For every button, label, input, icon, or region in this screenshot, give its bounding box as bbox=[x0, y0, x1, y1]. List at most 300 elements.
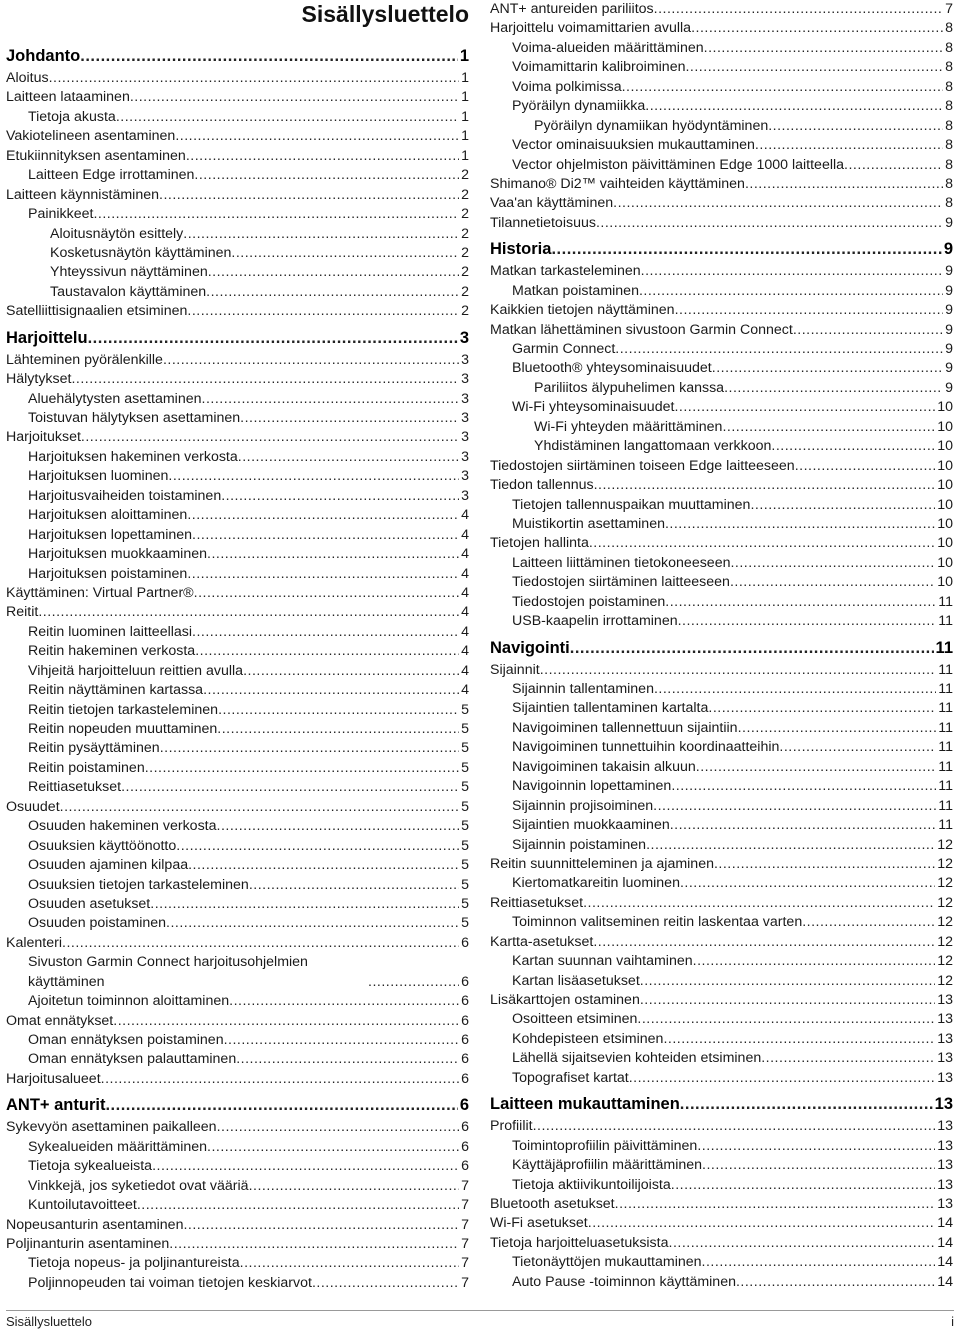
toc-page-number: 2 bbox=[461, 225, 469, 242]
toc-page-number: 2 bbox=[461, 186, 469, 203]
toc-entry[interactable] bbox=[490, 933, 953, 952]
toc-entry[interactable] bbox=[490, 1176, 953, 1195]
toc-entry[interactable] bbox=[490, 340, 953, 359]
toc-page-number: 11 bbox=[938, 739, 953, 756]
toc-entry-title: Wi‑Fi yhteysominaisuudet bbox=[512, 399, 675, 416]
toc-entry[interactable] bbox=[490, 913, 953, 932]
toc-entry[interactable] bbox=[6, 166, 469, 185]
footer-section-label: Sisällysluettelo bbox=[6, 1314, 92, 1329]
toc-page-number: 4 bbox=[461, 604, 469, 621]
toc-page-number: 3 bbox=[461, 390, 469, 407]
toc-entry[interactable] bbox=[490, 593, 953, 612]
toc-entry-title: Poljinanturin asentaminen bbox=[6, 1235, 170, 1252]
toc-entry[interactable] bbox=[6, 876, 469, 895]
toc-entry[interactable] bbox=[490, 1117, 953, 1136]
toc-entry[interactable] bbox=[490, 19, 953, 38]
toc-dot-leader bbox=[206, 283, 459, 302]
toc-entry-title: Reittiasetukset bbox=[28, 779, 122, 796]
toc-entry[interactable] bbox=[6, 244, 469, 263]
toc-page-number: 5 bbox=[461, 759, 469, 776]
toc-entry[interactable] bbox=[490, 282, 953, 301]
toc-entry[interactable] bbox=[490, 457, 953, 476]
toc-entry[interactable] bbox=[490, 398, 953, 417]
toc-dot-leader bbox=[844, 156, 943, 175]
toc-page-number: 9 bbox=[945, 379, 953, 396]
toc-entry[interactable] bbox=[6, 642, 469, 661]
toc-entry[interactable] bbox=[490, 301, 953, 320]
toc-entry[interactable] bbox=[490, 1137, 953, 1156]
toc-page-number: 12 bbox=[937, 972, 953, 989]
toc-page-number: 13 bbox=[937, 992, 953, 1008]
toc-entry[interactable] bbox=[490, 554, 953, 573]
toc-dot-leader bbox=[175, 127, 459, 146]
toc-entry[interactable] bbox=[490, 855, 953, 874]
toc-chapter-entry[interactable] bbox=[490, 1091, 953, 1118]
toc-entry-title: Kiertomatkareitin luominen bbox=[512, 875, 680, 892]
toc-dot-leader bbox=[121, 778, 459, 797]
toc-chapter-entry[interactable] bbox=[6, 325, 469, 352]
toc-entry-title: Vihjeitä harjoitteluun reittien avulla bbox=[28, 662, 244, 679]
toc-dot-leader bbox=[217, 817, 460, 836]
toc-entry[interactable] bbox=[490, 214, 953, 233]
toc-entry[interactable] bbox=[6, 720, 469, 739]
toc-entry[interactable] bbox=[490, 1156, 953, 1175]
toc-dot-leader bbox=[640, 991, 935, 1010]
toc-entry[interactable] bbox=[490, 39, 953, 58]
toc-entry-title: Etukiinnityksen asentaminen bbox=[6, 147, 186, 164]
toc-page-number: 5 bbox=[461, 876, 469, 893]
toc-entry-title: Yhteyssivun näyttäminen bbox=[50, 264, 208, 281]
toc-entry-title: Wi‑Fi yhteyden määrittäminen bbox=[534, 418, 723, 435]
toc-entry-title: ANT+ anturit bbox=[6, 1096, 106, 1115]
toc-entry[interactable] bbox=[490, 1030, 953, 1049]
toc-entry[interactable] bbox=[6, 526, 469, 545]
toc-entry[interactable] bbox=[6, 914, 469, 933]
toc-page-number: 2 bbox=[461, 244, 469, 261]
toc-entry-title: Reitin pysäyttäminen bbox=[28, 740, 160, 757]
toc-entry-title: Sijainnin projisoiminen bbox=[512, 797, 654, 814]
toc-entry-title: Harjoittelu voimamittarien avulla bbox=[490, 20, 692, 37]
toc-entry-title: Sykealueiden määrittäminen bbox=[28, 1138, 208, 1155]
toc-list-left bbox=[6, 43, 469, 1293]
toc-page-number: 10 bbox=[937, 399, 953, 416]
toc-entry-title: Harjoituksen aloittaminen bbox=[28, 507, 188, 524]
toc-page-number: 7 bbox=[945, 1, 953, 17]
toc-entry[interactable] bbox=[6, 370, 469, 389]
toc-page-number: 14 bbox=[937, 1234, 953, 1251]
toc-page-number: 6 bbox=[461, 993, 469, 1010]
toc-entry[interactable] bbox=[6, 69, 469, 88]
toc-entry-title: Tietojen hallinta bbox=[490, 535, 589, 552]
toc-dot-leader bbox=[159, 186, 459, 205]
toc-entry-title: Omat ennätykset bbox=[6, 1012, 114, 1029]
toc-entry-title: Osuuksien tietojen tarkasteleminen bbox=[28, 876, 249, 893]
toc-page-number: 8 bbox=[945, 195, 953, 212]
toc-page-number: 4 bbox=[461, 682, 469, 699]
toc-entry[interactable] bbox=[490, 797, 953, 816]
toc-entry[interactable] bbox=[490, 1253, 953, 1272]
toc-page-number: 3 bbox=[461, 351, 469, 368]
toc-entry[interactable] bbox=[6, 205, 469, 224]
toc-page-number: 3 bbox=[461, 410, 469, 426]
toc-entry-title: Johdanto bbox=[6, 47, 81, 65]
toc-entry[interactable] bbox=[6, 701, 469, 720]
toc-dot-leader bbox=[622, 78, 944, 97]
toc-entry[interactable] bbox=[6, 837, 469, 856]
toc-entry-title: Kosketusnäytön käyttäminen bbox=[50, 244, 232, 261]
toc-dot-leader bbox=[583, 894, 935, 913]
toc-chapter-entry[interactable] bbox=[490, 236, 953, 263]
toc-entry[interactable] bbox=[6, 186, 469, 205]
toc-entry-title: Reittiasetukset bbox=[490, 894, 584, 911]
toc-dot-leader bbox=[183, 225, 459, 244]
toc-entry[interactable] bbox=[490, 972, 953, 991]
toc-dot-leader bbox=[168, 467, 459, 486]
toc-page-number: 14 bbox=[937, 1273, 953, 1290]
toc-page-number: 8 bbox=[945, 117, 953, 134]
toc-entry[interactable] bbox=[490, 1069, 953, 1088]
toc-entry[interactable] bbox=[6, 545, 469, 564]
toc-dot-leader bbox=[593, 933, 935, 952]
toc-entry-title: Kuntoilutavoitteet bbox=[28, 1197, 137, 1214]
toc-entry-title: Tiedon tallennus bbox=[490, 477, 594, 494]
toc-entry-title: Voimamittarin kalibroiminen bbox=[512, 59, 686, 76]
toc-dot-leader bbox=[60, 798, 459, 817]
toc-dot-leader bbox=[113, 1012, 459, 1031]
toc-entry-title: Osuuden ajaminen kilpaa bbox=[28, 857, 189, 874]
toc-entry[interactable] bbox=[490, 359, 953, 378]
toc-entry[interactable] bbox=[6, 88, 469, 107]
toc-entry-title: Poljinnopeuden tai voiman tietojen keskiarvot bbox=[28, 1274, 312, 1291]
toc-entry[interactable] bbox=[490, 418, 953, 437]
toc-entry[interactable] bbox=[490, 476, 953, 495]
toc-entry[interactable] bbox=[6, 487, 469, 506]
toc-dot-leader bbox=[594, 476, 936, 495]
toc-page-number: 11 bbox=[938, 758, 953, 775]
toc-entry-title: Laitteen Edge irrottaminen bbox=[28, 167, 195, 184]
toc-dot-leader bbox=[680, 874, 935, 893]
toc-entry[interactable] bbox=[6, 934, 469, 953]
toc-entry-title: Reitin poistaminen bbox=[28, 759, 145, 776]
toc-entry-title bbox=[28, 953, 368, 992]
toc-entry[interactable] bbox=[6, 1138, 469, 1157]
toc-dot-leader bbox=[589, 534, 935, 553]
toc-dot-leader bbox=[93, 205, 459, 224]
toc-entry[interactable] bbox=[490, 719, 953, 738]
toc-dot-leader bbox=[722, 418, 935, 437]
toc-dot-leader bbox=[697, 1137, 935, 1156]
toc-entry[interactable] bbox=[490, 1049, 953, 1068]
toc-entry-title: Toistuvan hälytyksen asettaminen bbox=[28, 410, 241, 426]
toc-entry[interactable] bbox=[490, 175, 953, 194]
toc-entry-title: Toiminnon valitseminen reitin laskentaa varten bbox=[512, 914, 803, 931]
toc-page-number: 5 bbox=[461, 895, 469, 912]
toc-entry[interactable] bbox=[6, 147, 469, 166]
toc-dot-leader bbox=[202, 390, 460, 409]
toc-entry[interactable] bbox=[490, 573, 953, 592]
toc-entry-title: Bluetooth asetukset bbox=[490, 1195, 615, 1212]
toc-entry[interactable] bbox=[490, 262, 953, 281]
toc-dot-leader bbox=[768, 117, 943, 136]
toc-entry[interactable] bbox=[490, 661, 953, 680]
toc-entry[interactable] bbox=[490, 1195, 953, 1214]
toc-chapter-entry[interactable] bbox=[490, 635, 953, 662]
toc-entry-title: ANT+ antureiden pariliitos bbox=[490, 1, 654, 17]
toc-entry[interactable] bbox=[490, 496, 953, 515]
toc-page-number: 4 bbox=[461, 662, 469, 679]
toc-entry[interactable] bbox=[6, 1118, 469, 1137]
toc-entry[interactable] bbox=[6, 351, 469, 370]
toc-entry[interactable] bbox=[6, 584, 469, 603]
toc-entry[interactable] bbox=[490, 874, 953, 893]
toc-entry-title: Osuudet bbox=[6, 798, 60, 815]
toc-page-number: 12 bbox=[937, 933, 953, 950]
toc-entry-title: Käyttäminen: Virtual Partner® bbox=[6, 584, 194, 601]
toc-entry[interactable] bbox=[6, 263, 469, 282]
toc-page-number: 1 bbox=[461, 108, 469, 125]
toc-entry-title: Käyttäjäprofiilin määrittäminen bbox=[512, 1157, 703, 1174]
toc-entry[interactable] bbox=[6, 565, 469, 584]
toc-entry[interactable] bbox=[490, 0, 953, 19]
toc-chapter-entry[interactable] bbox=[6, 43, 469, 70]
toc-entry-title: Voima-alueiden määrittäminen bbox=[512, 39, 704, 56]
toc-entry[interactable] bbox=[6, 1157, 469, 1176]
toc-entry[interactable] bbox=[6, 1012, 469, 1031]
toc-entry-title: Navigoiminen takaisin alkuun bbox=[512, 758, 696, 775]
toc-entry-title: Kartta-asetukset bbox=[490, 933, 594, 950]
toc-page-number: 5 bbox=[461, 837, 469, 854]
toc-entry[interactable] bbox=[6, 817, 469, 836]
toc-entry-title: Vakiotelineen asentaminen bbox=[6, 128, 176, 145]
toc-dot-leader bbox=[160, 739, 459, 758]
toc-page-number: 8 bbox=[945, 59, 953, 76]
toc-entry[interactable] bbox=[490, 680, 953, 699]
toc-entry[interactable] bbox=[6, 1050, 469, 1069]
toc-entry[interactable] bbox=[6, 1216, 469, 1235]
toc-dot-leader bbox=[613, 194, 943, 213]
toc-entry[interactable] bbox=[490, 1214, 953, 1233]
toc-page-number: 3 bbox=[461, 448, 469, 465]
toc-entry[interactable] bbox=[6, 623, 469, 642]
toc-entry[interactable] bbox=[490, 836, 953, 855]
toc-dot-leader bbox=[312, 1274, 459, 1293]
toc-dot-leader bbox=[755, 136, 943, 155]
toc-entry[interactable] bbox=[6, 428, 469, 447]
toc-entry-title: Garmin Connect bbox=[512, 341, 616, 357]
toc-entry[interactable] bbox=[490, 321, 953, 340]
toc-entry[interactable] bbox=[6, 603, 469, 622]
toc-dot-leader bbox=[150, 895, 459, 914]
toc-entry[interactable] bbox=[490, 612, 953, 631]
toc-entry-title: Harjoituksen luominen bbox=[28, 468, 169, 485]
toc-entry[interactable] bbox=[6, 409, 469, 428]
toc-entry-title: Voima polkimissa bbox=[512, 78, 622, 95]
toc-list-right bbox=[490, 0, 953, 1292]
toc-dot-leader bbox=[615, 1195, 936, 1214]
toc-dot-leader bbox=[187, 506, 459, 525]
toc-entry[interactable] bbox=[6, 662, 469, 681]
toc-entry-title: Matkan lähettäminen sivustoon Garmin Connect bbox=[490, 321, 793, 338]
toc-page-number: 10 bbox=[937, 554, 953, 571]
toc-page-number: 4 bbox=[461, 584, 469, 601]
toc-page-number: 6 bbox=[461, 934, 469, 951]
toc-entry-title: Navigoiminen tallennettuun sijaintiin bbox=[512, 719, 738, 736]
toc-dot-leader bbox=[217, 1118, 460, 1137]
toc-entry[interactable] bbox=[490, 117, 953, 136]
toc-entry-title: Osoitteen etsiminen bbox=[512, 1011, 638, 1028]
page-title: Sisällysluettelo bbox=[301, 1, 469, 27]
toc-page-number: 1 bbox=[461, 70, 469, 86]
toc-entry[interactable] bbox=[490, 534, 953, 553]
toc-entry[interactable] bbox=[6, 895, 469, 914]
toc-entry-title: Yhdistäminen langattomaan verkkoon bbox=[534, 438, 772, 455]
toc-dot-leader bbox=[152, 1157, 459, 1176]
toc-entry[interactable] bbox=[6, 798, 469, 817]
toc-page-number: 9 bbox=[945, 214, 953, 231]
toc-dot-leader bbox=[130, 88, 459, 107]
toc-page-number: 5 bbox=[461, 798, 469, 815]
toc-entry[interactable] bbox=[6, 953, 469, 992]
toc-entry[interactable] bbox=[490, 97, 953, 116]
toc-entry[interactable] bbox=[6, 1274, 469, 1293]
toc-entry[interactable] bbox=[490, 952, 953, 971]
toc-dot-leader bbox=[691, 19, 943, 38]
toc-page-number: 3 bbox=[461, 429, 469, 446]
toc-entry[interactable] bbox=[6, 739, 469, 758]
toc-page-number: 14 bbox=[937, 1215, 953, 1232]
toc-entry[interactable] bbox=[490, 515, 953, 534]
toc-page-number: 6 bbox=[461, 1032, 469, 1049]
toc-entry[interactable] bbox=[6, 283, 469, 302]
toc-entry-title: Sijainnin tallentaminen bbox=[512, 681, 654, 697]
toc-entry[interactable] bbox=[6, 856, 469, 875]
toc-entry-title: Harjoittelu bbox=[6, 328, 88, 347]
toc-dot-leader bbox=[712, 359, 943, 378]
toc-entry[interactable] bbox=[490, 194, 953, 213]
toc-page-number: 14 bbox=[937, 1254, 953, 1271]
toc-entry[interactable] bbox=[6, 1196, 469, 1215]
toc-entry[interactable] bbox=[6, 302, 469, 321]
toc-entry[interactable] bbox=[490, 437, 953, 456]
toc-dot-leader bbox=[645, 97, 943, 116]
toc-dot-leader bbox=[745, 175, 943, 194]
toc-page-number: 3 bbox=[461, 487, 469, 504]
toc-dot-leader bbox=[654, 680, 936, 699]
toc-entry[interactable] bbox=[490, 78, 953, 97]
toc-entry[interactable] bbox=[490, 379, 953, 398]
toc-entry[interactable] bbox=[490, 699, 953, 718]
toc-page-number: 11 bbox=[938, 613, 953, 630]
toc-page-number: 4 bbox=[461, 507, 469, 524]
toc-entry[interactable] bbox=[6, 506, 469, 525]
toc-entry[interactable] bbox=[6, 1235, 469, 1254]
toc-dot-leader bbox=[236, 1050, 459, 1069]
toc-entry[interactable] bbox=[490, 1234, 953, 1253]
toc-dot-leader bbox=[654, 0, 943, 19]
toc-entry[interactable] bbox=[6, 759, 469, 778]
toc-entry[interactable] bbox=[6, 1070, 469, 1089]
toc-entry[interactable] bbox=[490, 58, 953, 77]
toc-page-number: 10 bbox=[937, 457, 953, 474]
toc-entry[interactable] bbox=[6, 992, 469, 1011]
toc-entry[interactable] bbox=[6, 390, 469, 409]
toc-entry-title: Tiedostojen siirtäminen toiseen Edge laitteeseen bbox=[490, 457, 795, 474]
toc-page-number: 12 bbox=[937, 894, 953, 911]
toc-entry[interactable] bbox=[6, 467, 469, 486]
toc-page-number: 5 bbox=[461, 740, 469, 757]
toc-entry[interactable] bbox=[6, 681, 469, 700]
toc-page-number: 7 bbox=[461, 1235, 469, 1252]
toc-dot-leader bbox=[670, 816, 937, 835]
toc-entry-title: Kartan lisäasetukset bbox=[512, 972, 640, 989]
toc-dot-leader bbox=[183, 1216, 459, 1235]
toc-page-number: 11 bbox=[938, 797, 953, 814]
toc-page-number: 2 bbox=[461, 303, 469, 320]
toc-entry-title: Painikkeet bbox=[28, 206, 94, 223]
toc-page-number: 9 bbox=[945, 321, 953, 338]
toc-entry[interactable] bbox=[490, 136, 953, 155]
toc-dot-leader bbox=[730, 573, 935, 592]
toc-page-number: 7 bbox=[461, 1197, 469, 1214]
toc-dot-leader bbox=[779, 738, 936, 757]
toc-page-number: 10 bbox=[937, 438, 953, 455]
toc-entry[interactable] bbox=[490, 894, 953, 913]
toc-entry-title: Wi‑Fi asetukset bbox=[490, 1215, 588, 1232]
toc-dot-leader bbox=[176, 837, 459, 856]
toc-entry[interactable] bbox=[490, 777, 953, 796]
toc-entry[interactable] bbox=[6, 1031, 469, 1050]
toc-entry[interactable] bbox=[6, 127, 469, 146]
toc-entry-title: Kaikkien tietojen näyttäminen bbox=[490, 302, 675, 319]
toc-entry-title: Oman ennätyksen palauttaminen bbox=[28, 1051, 237, 1068]
toc-entry[interactable] bbox=[6, 108, 469, 127]
toc-entry[interactable] bbox=[6, 448, 469, 467]
toc-entry-title: Satelliittisignaalien etsiminen bbox=[6, 303, 188, 320]
toc-entry[interactable] bbox=[490, 1273, 953, 1292]
toc-entry[interactable] bbox=[6, 225, 469, 244]
toc-entry[interactable] bbox=[490, 991, 953, 1010]
toc-entry-title: Nopeusanturin asentaminen bbox=[6, 1216, 184, 1233]
toc-dot-leader bbox=[696, 758, 937, 777]
toc-entry-title: Ajoitetun toiminnon aloittaminen bbox=[28, 993, 230, 1010]
toc-entry-title: Kohdepisteen etsiminen bbox=[512, 1030, 664, 1047]
toc-dot-leader bbox=[217, 720, 459, 739]
toc-page-number: 7 bbox=[461, 1255, 469, 1272]
toc-entry-title: Tilannetietoisuus bbox=[490, 214, 596, 231]
toc-entry-title: Osuuden poistaminen bbox=[28, 915, 167, 932]
toc-dot-leader bbox=[665, 515, 935, 534]
toc-entry[interactable] bbox=[6, 1254, 469, 1273]
toc-dot-leader bbox=[238, 448, 459, 467]
toc-entry[interactable] bbox=[490, 156, 953, 175]
toc-entry[interactable] bbox=[6, 778, 469, 797]
toc-entry-title: Reitin näyttäminen kartassa bbox=[28, 682, 204, 699]
toc-entry[interactable] bbox=[490, 738, 953, 757]
toc-page-number: 11 bbox=[938, 817, 953, 834]
toc-entry-title: Historia bbox=[490, 240, 552, 259]
toc-dot-leader bbox=[186, 147, 459, 166]
toc-entry[interactable] bbox=[490, 1010, 953, 1029]
toc-entry[interactable] bbox=[6, 1177, 469, 1196]
toc-page-number: 5 bbox=[461, 818, 469, 835]
toc-page-number: 12 bbox=[937, 875, 953, 892]
toc-chapter-entry[interactable] bbox=[6, 1092, 469, 1119]
toc-page-number: 13 bbox=[937, 1011, 953, 1028]
toc-page-number: 8 bbox=[945, 78, 953, 95]
toc-entry[interactable] bbox=[490, 816, 953, 835]
toc-page-number: 8 bbox=[945, 20, 953, 37]
toc-entry[interactable] bbox=[490, 758, 953, 777]
